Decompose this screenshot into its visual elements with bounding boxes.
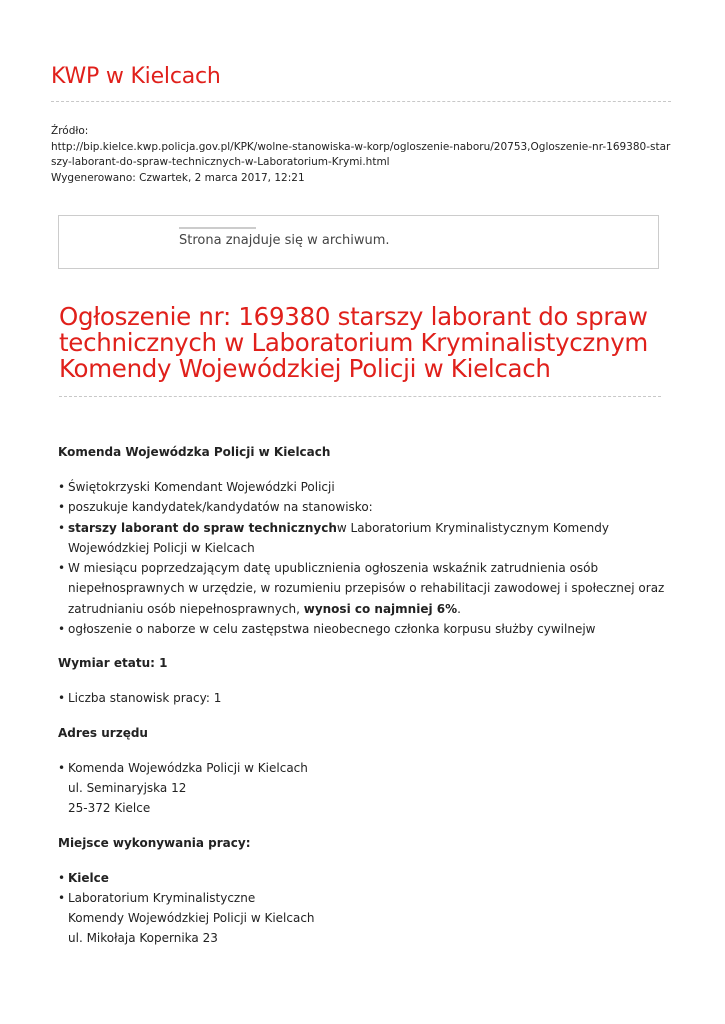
title-line-2: technicznych w Laboratorium Kryminalistycznym bbox=[59, 328, 648, 357]
source-label: Źródło: bbox=[51, 125, 89, 137]
position-place-line2: Wojewódzkiej Policji w Kielcach bbox=[68, 540, 255, 555]
office-list bbox=[58, 477, 668, 639]
archive-rule bbox=[179, 227, 256, 229]
list-item bbox=[58, 868, 668, 888]
employment-rate-end: . bbox=[457, 601, 461, 616]
address-line1: • Komenda Wojewódzka Policji w Kielcach bbox=[68, 760, 308, 775]
position-name: starszy laborant do spraw technicznych bbox=[68, 520, 337, 535]
title-line-3: Komendy Wojewódzkiej Policji w Kielcach bbox=[59, 354, 551, 383]
source-url-line1: http://bip.kielce.kwp.policja.gov.pl/KPK/wolne-stanowiska-w-korp/ogloszenie-naboru/20753,Ogloszenie-nr-169380-star bbox=[51, 140, 671, 153]
workplace-line3: ul. Mikołaja Kopernika 23 bbox=[68, 931, 218, 946]
employment-rate-value: wynosi co najmniej 6% bbox=[303, 601, 458, 616]
section-heading-workplace: Miejsce wykonywania pracy: bbox=[58, 835, 251, 850]
list-item: • poszukuje kandydatek/kandydatów na stanowisko: bbox=[58, 497, 668, 517]
section-heading-office: Komenda Wojewódzka Policji w Kielcach bbox=[58, 445, 331, 459]
workplace-line1: • Laboratorium Kryminalistyczne bbox=[68, 890, 256, 905]
address-line3: 25-372 Kielce bbox=[68, 801, 151, 816]
workplace-city: Kielce bbox=[68, 870, 109, 885]
list-item bbox=[58, 558, 668, 619]
header-divider bbox=[51, 101, 671, 102]
generated-date: Wygenerowano: Czwartek, 2 marca 2017, 12:21 bbox=[51, 171, 305, 184]
list-item bbox=[58, 518, 668, 559]
source-url-line2: szy-laborant-do-spraw-technicznych-w-Laboratorium-Krymi.html bbox=[51, 156, 390, 168]
workplace-line2: Komendy Wojewódzkiej Policji w Kielcach bbox=[68, 911, 315, 926]
address-list bbox=[58, 758, 668, 819]
title-divider bbox=[59, 396, 661, 397]
list-item bbox=[58, 758, 668, 819]
page-title bbox=[59, 304, 669, 382]
section-heading-workload: Wymiar etatu: 1 bbox=[58, 656, 168, 671]
workload-list bbox=[58, 688, 668, 708]
site-title: KWP w Kielcach bbox=[51, 64, 221, 89]
list-item: • ogłoszenie o naborze w celu zastępstwa nieobecnego członka korpusu służby cywilnejw bbox=[58, 619, 668, 639]
list-item: • Świętokrzyski Komendant Wojewódzki Policji bbox=[58, 477, 668, 497]
title-line-1: Ogłoszenie nr: 169380 starszy laborant do spraw bbox=[59, 302, 648, 331]
source-meta bbox=[51, 124, 673, 186]
announcement-content bbox=[58, 443, 668, 949]
position-place-line1: w Laboratorium Kryminalistycznym Komendy bbox=[336, 520, 609, 535]
employment-rate-line1: • W miesiącu poprzedzającym datę upublicznienia ogłoszenia wskaźnik zatrudnienia osób bbox=[68, 561, 599, 576]
archive-notice bbox=[58, 215, 659, 269]
list-item bbox=[58, 888, 668, 949]
section-heading-address: Adres urzędu bbox=[58, 725, 148, 740]
employment-rate-line2: niepełnosprawnych w urzędzie, w rozumieniu przepisów o rehabilitacji zawodowej i społecznej oraz bbox=[68, 581, 665, 596]
employment-rate-line3: zatrudnianiu osób niepełnosprawnych, bbox=[68, 601, 304, 616]
archive-text: Strona znajduje się w archiwum. bbox=[179, 233, 390, 248]
list-item: • Liczba stanowisk pracy: 1 bbox=[58, 688, 668, 708]
workplace-list bbox=[58, 868, 668, 949]
address-line2: ul. Seminaryjska 12 bbox=[68, 780, 187, 795]
